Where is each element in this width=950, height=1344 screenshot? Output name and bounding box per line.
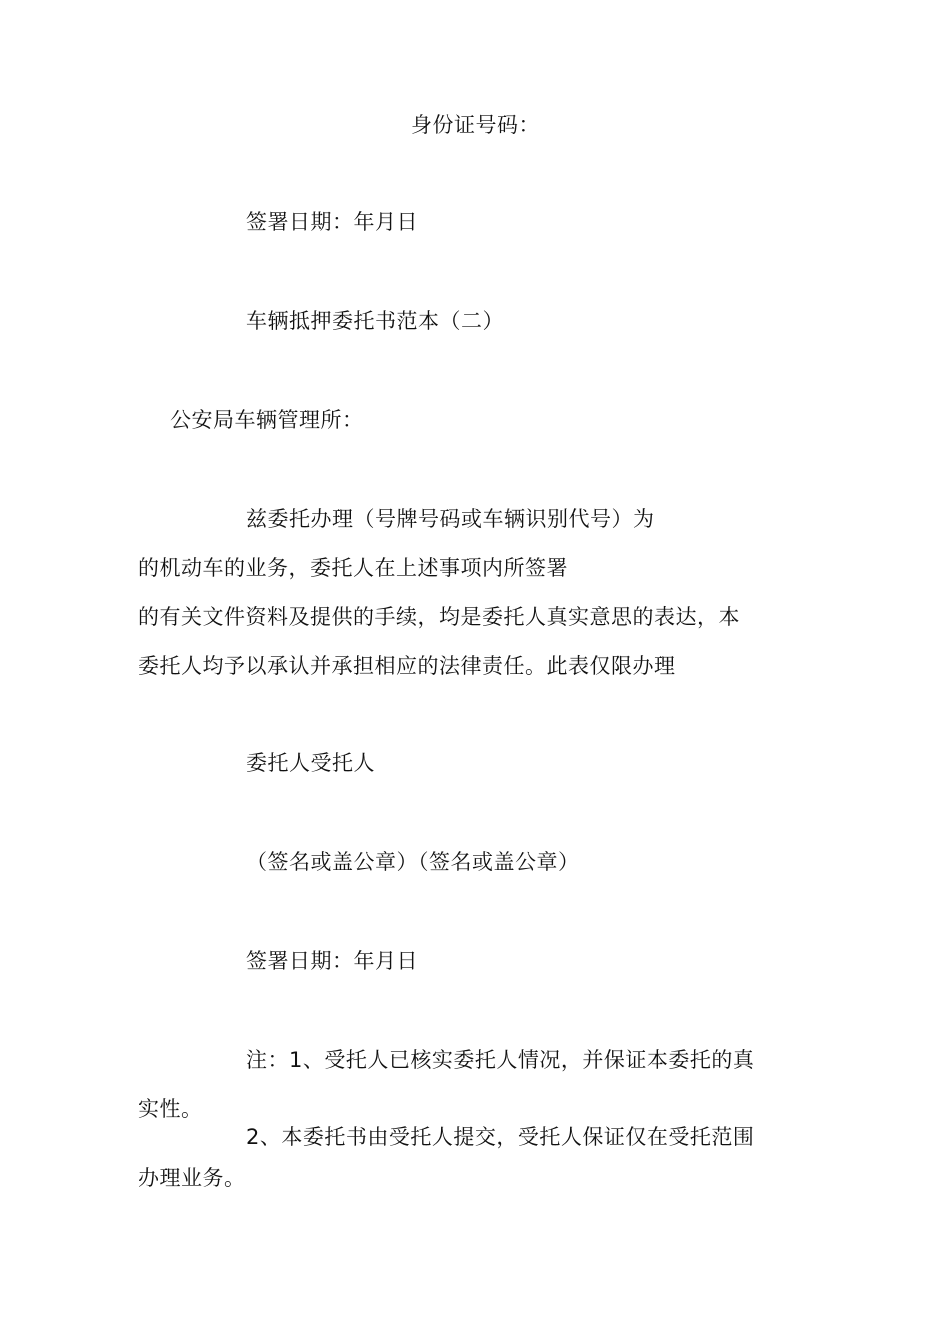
parties-line: 委托人受托人 <box>246 751 375 775</box>
signature-hint: （签名或盖公章）（签名或盖公章） <box>246 850 580 874</box>
note-2-line-1: 2、本委托书由受托人提交，受托人保证仅在受托范围 <box>246 1125 755 1149</box>
signing-date-bottom: 签署日期：年月日 <box>246 949 418 973</box>
note-1-line-2: 实性。 <box>138 1097 203 1121</box>
addressee: 公安局车辆管理所： <box>170 408 364 432</box>
note-1-line-1: 注：1、受托人已核实委托人情况，并保证本委托的真 <box>246 1048 755 1072</box>
document-title: 车辆抵押委托书范本（二） <box>246 309 504 333</box>
id-number-label: 身份证号码： <box>411 113 540 137</box>
body-line-3: 的有关文件资料及提供的手续，均是委托人真实意思的表达，本 <box>138 605 740 629</box>
body-line-2: 的机动车的业务，委托人在上述事项内所签署 <box>138 556 568 580</box>
body-line-1: 兹委托办理（号牌号码或车辆识别代号）为 <box>246 507 655 531</box>
signing-date-top: 签署日期：年月日 <box>246 210 418 234</box>
body-line-4: 委托人均予以承认并承担相应的法律责任。此表仅限办理 <box>138 654 676 678</box>
note-2-line-2: 办理业务。 <box>138 1166 246 1190</box>
